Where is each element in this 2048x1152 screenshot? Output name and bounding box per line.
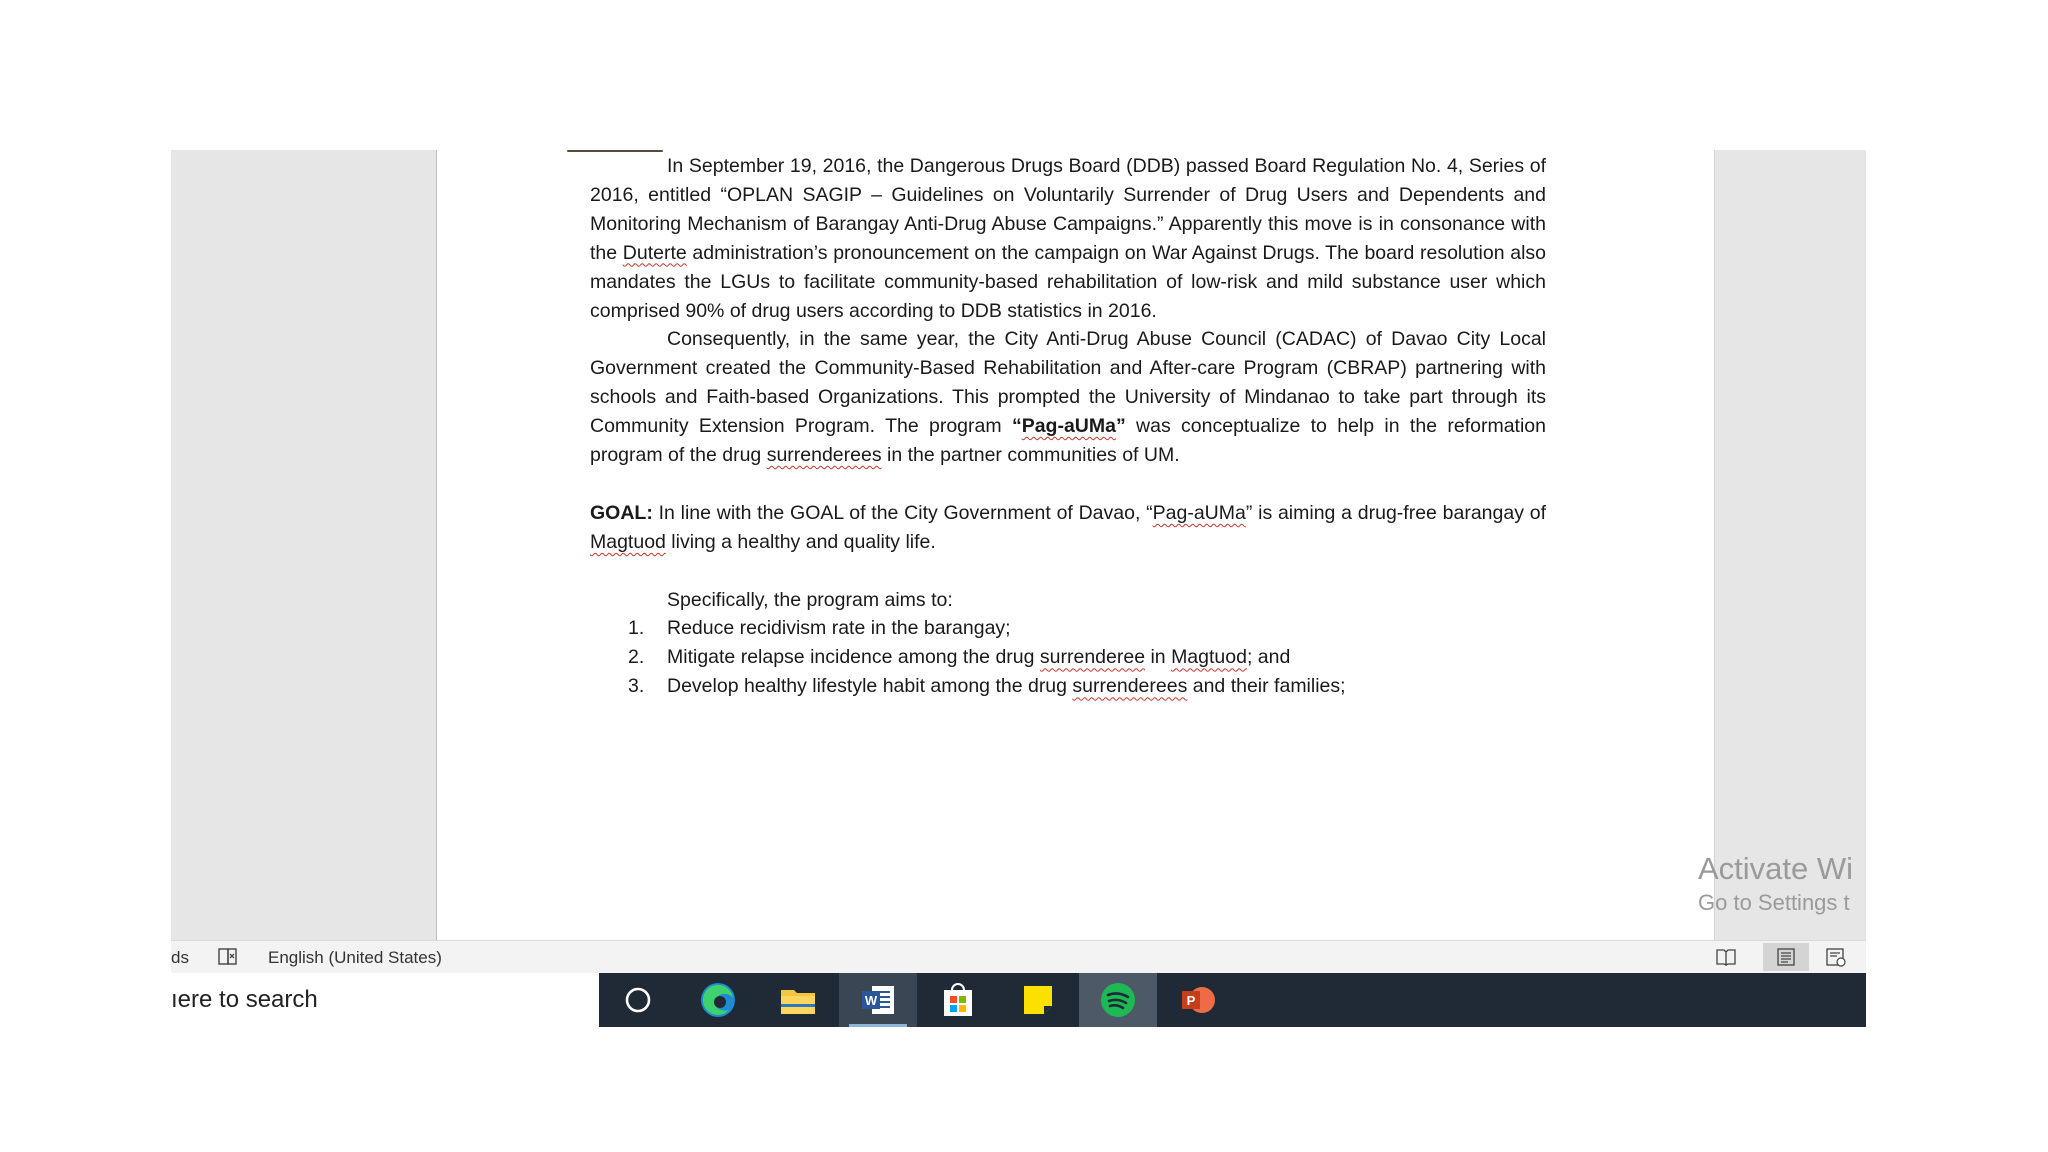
text-run: administration’s pronouncement on the campaign on War Against Drugs. The board resolution also mandates the LGUs to facilitate community-based rehabilitation of low-risk and mild substance user which comprised 90% of drug users according to DDB statistics in 2016.	[590, 241, 1546, 322]
list-item-text	[667, 675, 1346, 697]
paragraph-oplan-sagip[interactable]	[590, 152, 1546, 325]
text-run: Magtuod	[1171, 646, 1247, 669]
aims-list-item[interactable]	[590, 614, 1546, 643]
list-number: 1.	[628, 617, 645, 640]
active-app-indicator	[849, 1024, 907, 1027]
watermark-subtitle: Go to Settings t	[1698, 890, 1850, 915]
text-run: Duterte	[622, 241, 687, 264]
list-item-text	[667, 646, 1290, 668]
text-run: in	[1145, 646, 1172, 669]
windows-taskbar	[171, 973, 1866, 1027]
text-run: ” is aiming a drug-free barangay of	[1245, 501, 1546, 524]
text-run: living a healthy and quality life.	[665, 530, 936, 553]
read-mode-icon[interactable]	[1711, 943, 1741, 971]
web-layout-icon[interactable]	[1821, 943, 1851, 971]
text-run: Develop healthy lifestyle habit among the drug	[667, 675, 1073, 698]
sticky-notes-icon[interactable]	[999, 973, 1077, 1027]
text-run: ”	[1115, 415, 1126, 438]
document-body[interactable]	[590, 152, 1546, 701]
goal-label: GOAL:	[590, 501, 653, 524]
word-icon[interactable]	[839, 973, 917, 1027]
spotify-icon[interactable]	[1079, 973, 1157, 1027]
text-run: and their families;	[1187, 675, 1346, 698]
text-run: in the partner communities of UM.	[881, 444, 1180, 467]
text-run: Consequently, in the same year, the City Anti-Drug Abuse Council (CADAC) of Davao City Local Government created the Community-Based Rehabilitation and After-care Program (CBRAP) partnering with schools and Faith-based Organizations. This prompted the University of Mindanao to take part through its Community Extension Program. The program	[590, 328, 1546, 438]
status-bar	[171, 940, 1866, 974]
aims-intro[interactable]: Specifically, the program aims to:	[667, 588, 953, 611]
text-run: surrenderees	[766, 444, 882, 467]
paragraph-cbrap[interactable]	[590, 325, 1546, 470]
text-run: Reduce recidivism rate in the barangay;	[667, 617, 1011, 640]
cortana-circle-icon[interactable]	[599, 973, 677, 1027]
edge-icon[interactable]	[679, 973, 757, 1027]
blank-line	[590, 557, 1546, 586]
search-placeholder: ıere to search	[171, 986, 318, 1013]
taskbar-search-box[interactable]	[171, 973, 599, 1027]
text-run: In line with the GOAL of the City Government of Davao, “	[652, 501, 1153, 524]
text-run: “	[1011, 415, 1022, 438]
proofing-book-icon[interactable]	[217, 946, 239, 968]
aims-list[interactable]	[590, 614, 1546, 701]
taskbar-app-strip	[599, 973, 1866, 1027]
document-scroll-area[interactable]	[171, 150, 1866, 940]
blank-line	[590, 470, 1546, 499]
text-run: In September 19, 2016, the Dangerous Drugs Board (DDB) passed Board Regulation No. 4, Series of 2016, entitled “OPLAN SAGIP – Guidelines on Voluntarily Surrender of Drug Users and Dependents and Monitoring Mechanism of Barangay Anti-Drug Abuse Campaigns.” Apparently this move is in consonance with the	[590, 155, 1546, 264]
status-word-count[interactable]: ds	[171, 948, 189, 967]
list-item-text	[667, 617, 1011, 639]
store-icon[interactable]	[919, 973, 997, 1027]
word-window	[171, 150, 1866, 1027]
paragraph-goal[interactable]	[590, 499, 1546, 557]
list-number: 3.	[628, 675, 645, 698]
file-explorer-icon[interactable]	[759, 973, 837, 1027]
text-run: surrenderees	[1072, 675, 1188, 698]
list-number: 2.	[628, 646, 645, 669]
text-run: Mitigate relapse incidence among the drug	[667, 646, 1040, 669]
aims-list-item[interactable]	[590, 672, 1546, 701]
text-run: Pag-aUMa	[1152, 501, 1246, 524]
status-language[interactable]: English (United States)	[268, 948, 442, 967]
text-run: Magtuod	[590, 530, 666, 553]
document-page[interactable]	[436, 150, 1715, 940]
text-run: was conceptualize to help in the reformation program of the drug	[590, 415, 1546, 467]
aims-list-item[interactable]	[590, 643, 1546, 672]
text-run: ; and	[1246, 646, 1291, 669]
text-run: surrenderee	[1039, 646, 1146, 669]
powerpoint-icon[interactable]	[1159, 973, 1237, 1027]
watermark-title: Activate Wi	[1698, 851, 1854, 886]
svg-text:W: W	[864, 993, 878, 1008]
goal-text	[590, 502, 1546, 553]
text-run: Pag-aUMa	[1021, 415, 1116, 438]
activate-windows-watermark	[1698, 850, 1853, 918]
print-layout-icon[interactable]	[1763, 943, 1809, 971]
svg-text:P: P	[1186, 993, 1196, 1008]
